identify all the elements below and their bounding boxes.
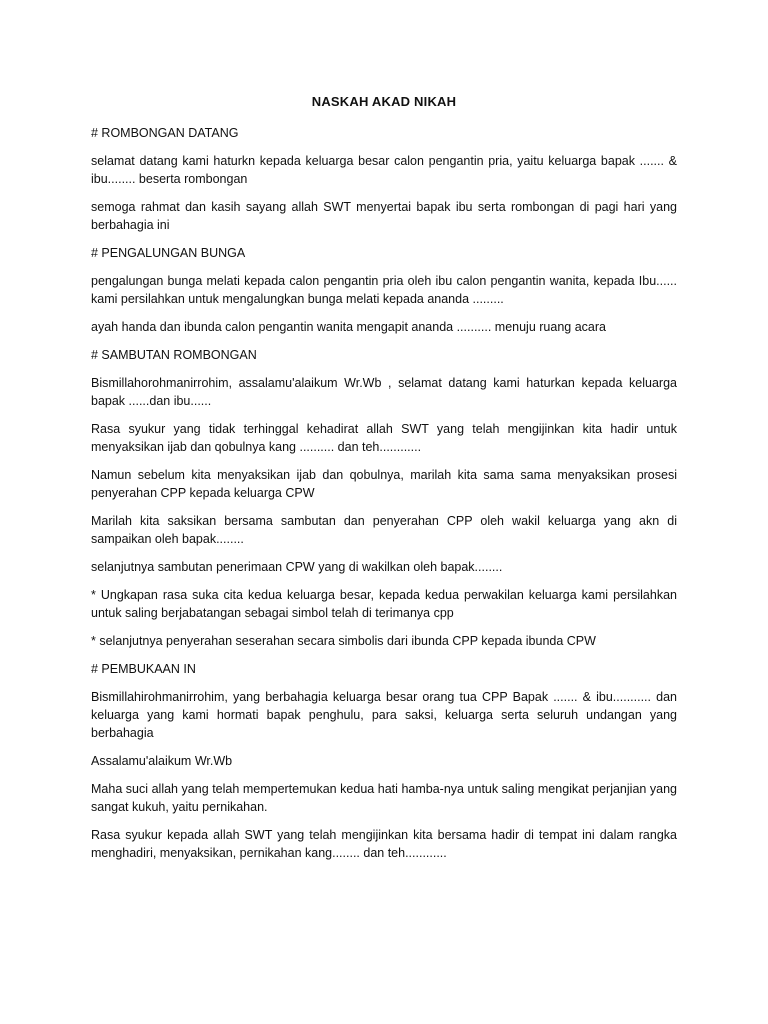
section-pembukaan (91, 660, 677, 862)
section-heading: # PEMBUKAAN IN (91, 662, 196, 676)
document-title: NASKAH AKAD NIKAH (311, 94, 457, 109)
paragraph: Marilah kita saksikan bersama sambutan dan penyerahan CPP oleh wakil keluarga yang akn di sampaikan oleh bapak........ (91, 514, 677, 546)
section-rombongan-datang (91, 124, 677, 234)
document-body (91, 124, 677, 872)
paragraph: Assalamu'alaikum Wr.Wb (91, 754, 233, 768)
paragraph: ayah handa dan ibunda calon pengantin wanita mengapit ananda .......... menuju ruang acara (91, 320, 606, 334)
paragraph: Bismillahirohmanirrohim, yang berbahagia keluarga besar orang tua CPP Bapak ....... & ibu........... dan keluarga yang kami hormati bapak penghulu, para saksi, keluarga serta seluruh undangan yang berbahagia (91, 690, 677, 740)
paragraph: pengalungan bunga melati kepada calon pengantin pria oleh ibu calon pengantin wanita, kepada Ibu...... kami persilahkan untuk mengalungkan bunga melati kepada ananda ......... (91, 274, 677, 306)
section-heading: # PENGALUNGAN BUNGA (91, 246, 246, 260)
paragraph: selamat datang kami haturkn kepada keluarga besar calon pengantin pria, yaitu keluarga bapak ....... & ibu........ beserta rombongan (91, 154, 677, 186)
paragraph: selanjutnya sambutan penerimaan CPW yang di wakilkan oleh bapak........ (91, 560, 503, 574)
paragraph: Namun sebelum kita menyaksikan ijab dan qobulnya, marilah kita sama sama menyaksikan prosesi penyerahan CPP kepada keluarga CPW (91, 468, 677, 500)
paragraph: * selanjutnya penyerahan seserahan secara simbolis dari ibunda CPP kepada ibunda CPW (91, 634, 596, 648)
section-heading: # ROMBONGAN DATANG (91, 126, 239, 140)
paragraph: * Ungkapan rasa suka cita kedua keluarga besar, kepada kedua perwakilan keluarga kami persilahkan untuk saling berjabatangan sebagai simbol telah di terimanya cpp (91, 588, 677, 620)
paragraph: semoga rahmat dan kasih sayang allah SWT menyertai bapak ibu serta rombongan di pagi hari yang berbahagia ini (91, 200, 677, 232)
paragraph: Bismillahorohmanirrohim, assalamu'alaikum Wr.Wb , selamat datang kami haturkan kepada keluarga bapak ......dan ibu...... (91, 376, 677, 408)
paragraph: Rasa syukur kepada allah SWT yang telah mengijinkan kita bersama hadir di tempat ini dalam rangka menghadiri, menyaksikan, pernikahan kang........ dan teh............ (91, 828, 677, 860)
section-heading: # SAMBUTAN ROMBONGAN (91, 348, 257, 362)
paragraph: Maha suci allah yang telah mempertemukan kedua hati hamba-nya untuk saling mengikat perjanjian yang sangat kukuh, yaitu pernikahan. (91, 782, 677, 814)
section-sambutan-rombongan (91, 346, 677, 650)
paragraph: Rasa syukur yang tidak terhinggal kehadirat allah SWT yang telah mengijinkan kita hadir untuk menyaksikan ijab dan qobulnya kang .......... dan teh............ (91, 422, 677, 454)
section-pengalungan-bunga (91, 244, 677, 336)
